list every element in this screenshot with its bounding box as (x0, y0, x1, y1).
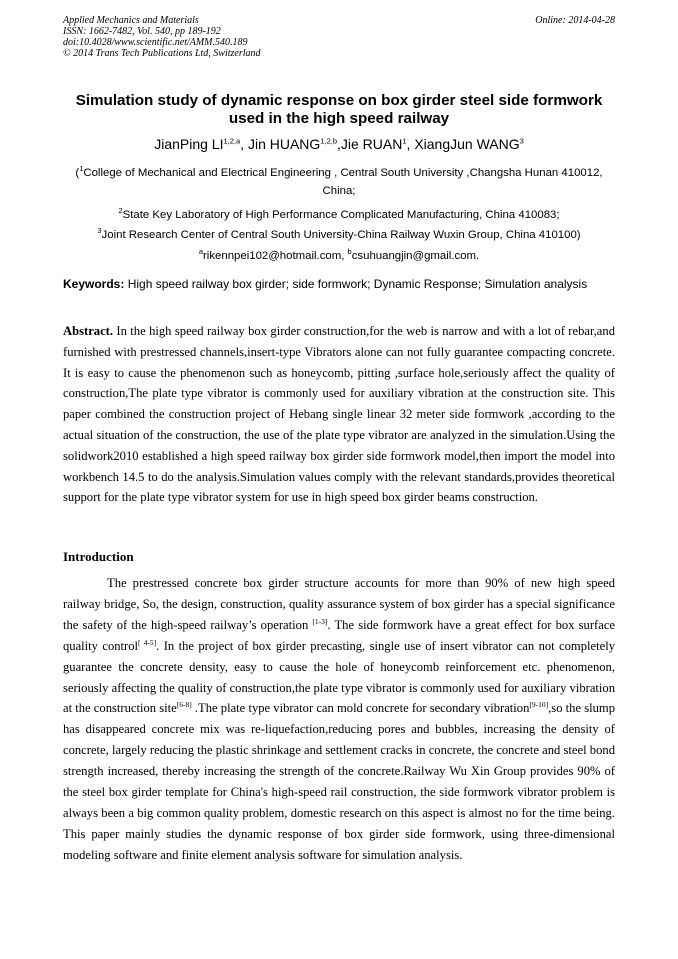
affiliation-mark: 3 (97, 226, 102, 236)
introduction-paragraph (63, 573, 615, 866)
keywords-label: Keywords: (63, 277, 125, 291)
email-mark: b (347, 247, 352, 257)
paper-title: Simulation study of dynamic response on box girder steel side formwork used in the high speed railway (75, 92, 603, 127)
author-affiliation-mark: 1 (402, 136, 407, 146)
introduction-heading: Introduction (63, 549, 134, 564)
citation-mark: [1-3] (312, 616, 328, 626)
author-name: Jie RUAN (340, 136, 403, 152)
body-text: . The side formwork have a great effect for box surface quality control (63, 617, 615, 653)
issn-line: ISSN: 1662-7482, Vol. 540, pp 189-192 (63, 26, 221, 37)
abstract-text: In the high speed railway box girder construction,for the web is narrow and with a lot of rebar,and furnished with prestressed channels,insert-type Vibrators alone can not fully guarantee compacting concrete. It is easy to cause the phenomenon such as honeycomb, pitting ,surface hole,seriously affect the quality of construction,The plate type vibrator is commonly used for auxiliary vibration at the construction site. This paper combined the construction project of Hebang single linear 32 meter side formwork ,according to the actual situation of the construction, the use of the plate type vibrator are analyzed in the simulation.Using the solidwork2010 established a high speed railway box girder side formwork model,then import the model into workbench 14.5 to do the analysis.Simulation values comply with the relevant standards,provides theoretical support for the plate type vibrator system for use in high speed box girder beams construction. (63, 324, 615, 505)
author-affiliation-mark: 1,2,a (223, 136, 241, 146)
affiliation-text: College of Mechanical and Electrical Engineering , Central South University ,Changsha Hunan 410012, China; (83, 167, 603, 197)
affiliation-mark: 1 (79, 164, 84, 174)
affiliation-text: Joint Research Center of Central South University-China Railway Wuxin Group, China 410100) (101, 229, 581, 241)
author-emails (63, 247, 615, 265)
affiliation-mark: 2 (118, 206, 123, 216)
body-text: ,so the slump has disappeared concrete mix was re-liquefaction,reducing pores and bubbles, increasing the density of concrete, largely reducing the plastic shrinkage and settlement cracks in concrete, the concrete and steel bond strength increased, thereby increasing the strength of the concrete.Railway Wu Xin Group provides 90% of the steel box girder template for China's high-speed rail construction, the side formwork vibrator problem is always been a big common quality problem, domestic research on this aspect is almost no for the time being. This paper mainly studies the dynamic response of box girder side formwork, using three-dimensional modeling software and finite element analysis software for simulation analysis. (63, 701, 615, 862)
affiliation-open-paren: ( (75, 167, 80, 179)
affiliation-1 (63, 164, 615, 200)
author-separator: , (337, 136, 341, 152)
affiliation-3 (63, 226, 615, 244)
author-affiliation-mark: 1,2,b (320, 136, 337, 146)
author-affiliation-mark: 3 (519, 136, 524, 146)
doi-line[interactable]: doi:10.4028/www.scientific.net/AMM.540.189 (63, 37, 248, 48)
author-name: Jin HUANG (247, 136, 321, 152)
email-link[interactable]: rikennpei102@hotmail.com, (203, 250, 348, 262)
author-separator: , (406, 136, 415, 152)
citation-mark: [6-8] (176, 700, 192, 710)
affiliation-2 (63, 206, 615, 224)
affiliation-text: State Key Laboratory of High Performance Complicated Manufacturing, China 410083; (122, 209, 560, 221)
journal-name: Applied Mechanics and Materials (63, 15, 199, 26)
email-mark: a (198, 247, 204, 257)
body-text: .The plate type vibrator can mold concrete for secondary vibration (191, 701, 530, 716)
body-text: The prestressed concrete box girder structure accounts for more than 90% of new high speed railway bridge, So, the design, construction, quality assurance system of box girder has a special significance the safety of the high-speed railway’s operation (63, 576, 615, 632)
author-name: JianPing LI (154, 136, 224, 152)
author-name: XiangJun WANG (414, 136, 520, 152)
keywords-block (63, 275, 596, 294)
author-list (63, 136, 615, 153)
email-link[interactable]: csuhuangjin@gmail.com. (351, 250, 480, 262)
body-text: . In the project of box girder precasting, single use of insert vibrator can not completely guarantee the concrete density, easy to cause the hole of honeycomb reinforcement etc. phenomenon, seriously affecting the quality of construction,the plate type vibrator is commonly used for auxiliary vibration at the construction site (63, 638, 616, 716)
copyright-line: © 2014 Trans Tech Publications Ltd, Switzerland (63, 48, 261, 59)
keywords-text: High speed railway box girder; side formwork; Dynamic Response; Simulation analysis (124, 277, 588, 291)
author-separator: , (240, 136, 248, 152)
journal-header (63, 15, 615, 59)
citation-mark: [9-10] (529, 700, 549, 710)
online-date: Online: 2014-04-28 (535, 15, 615, 26)
abstract-block (63, 321, 615, 508)
citation-mark: [ 4-5] (138, 637, 157, 647)
abstract-label: Abstract. (63, 324, 114, 338)
